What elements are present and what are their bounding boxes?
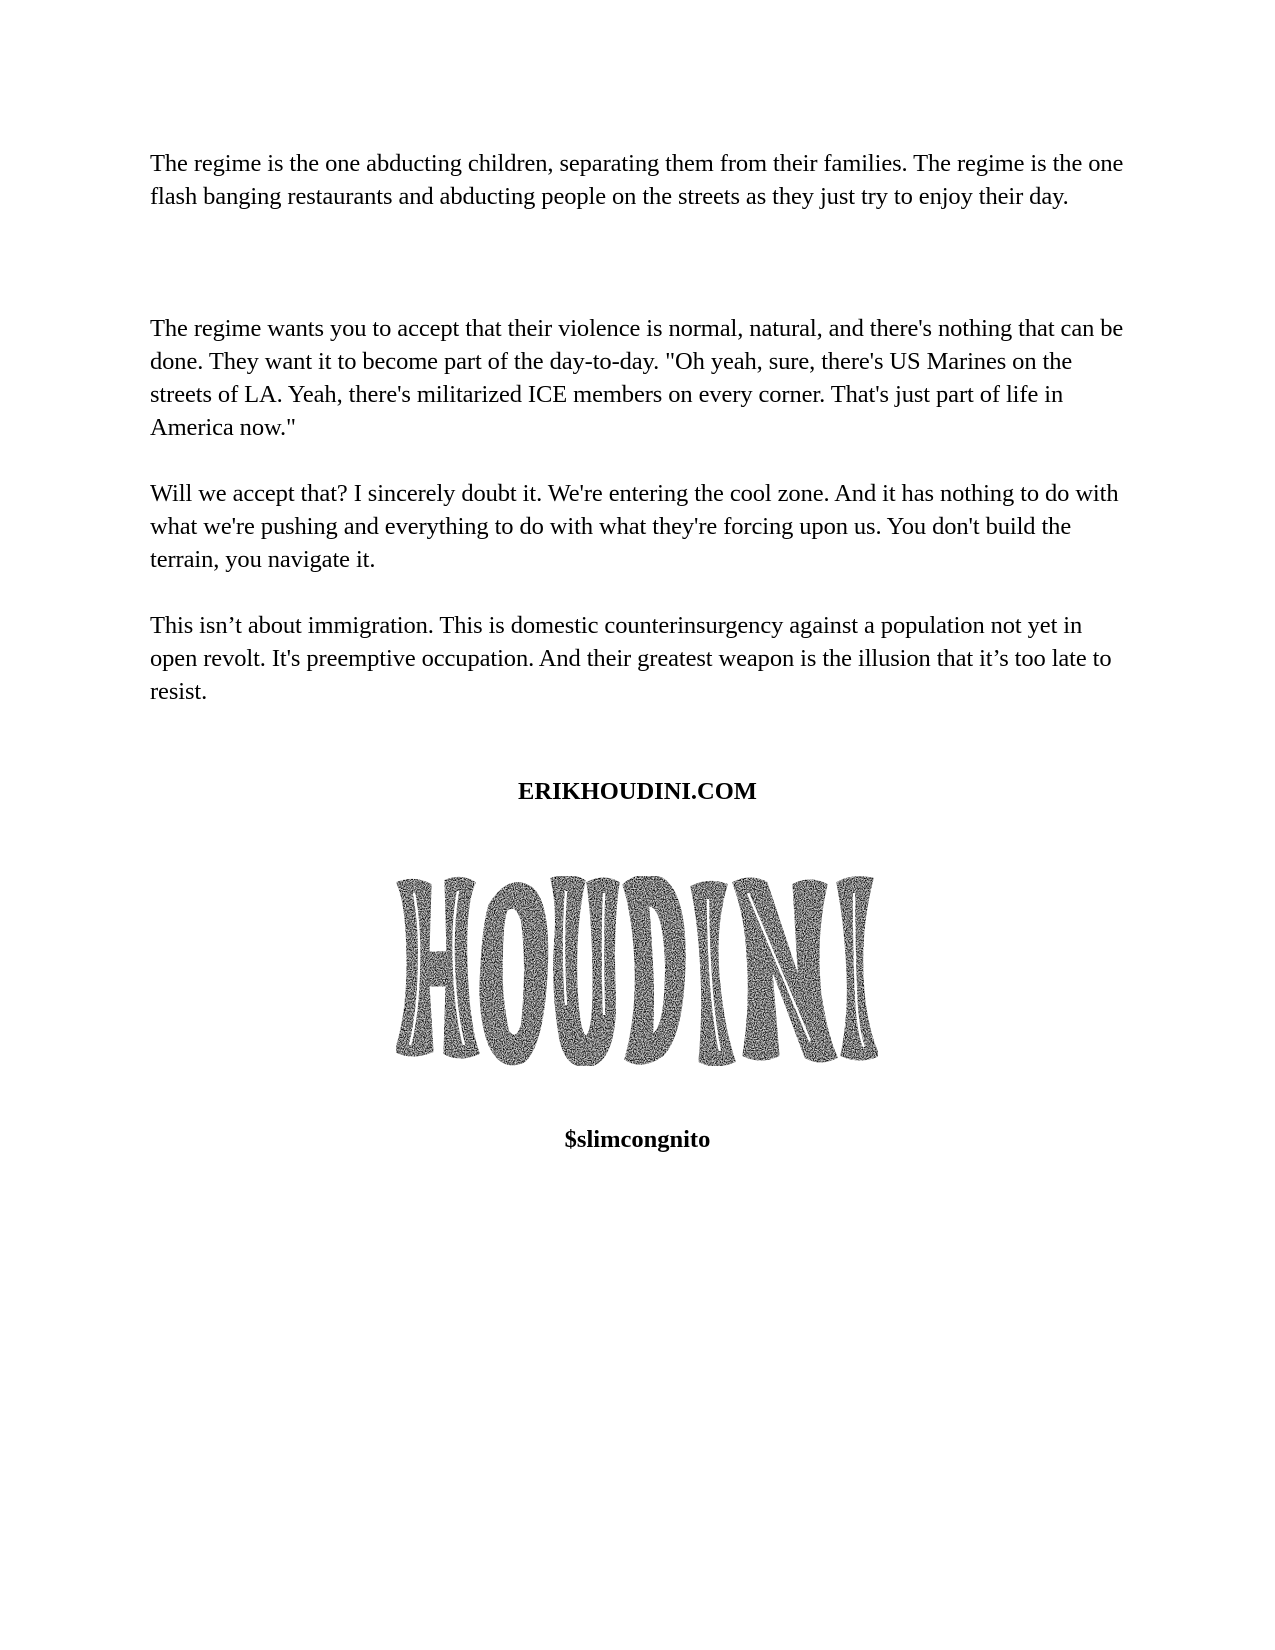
logo-letter-i2 bbox=[838, 878, 878, 1059]
houdini-logo bbox=[390, 865, 880, 1070]
author-handle: $slimcongnito bbox=[564, 1126, 711, 1153]
logo-letter-i1 bbox=[692, 882, 734, 1065]
paragraph: The regime is the one abducting children, separating them from their families. The regime is the one flash banging restaurants and abducting people on the streets as they just try to enjoy their day. bbox=[150, 150, 1124, 210]
website-link[interactable]: ERIKHOUDINI.COM bbox=[518, 778, 757, 805]
logo-letter-n bbox=[734, 879, 836, 1061]
logo-letter-h bbox=[396, 878, 478, 1057]
paragraph: Will we accept that? I sincerely doubt it. We're entering the cool zone. And it has nothing to do with what we're pushing and everything to do with what they're forcing upon us. You don't build the terrain, you navigate it. bbox=[150, 480, 1119, 573]
paragraph: The regime wants you to accept that their violence is normal, natural, and there's nothing that can be done. They want it to become part of the day-to-day. "Oh yeah, sure, there's US Marines on the streets of LA. Yeah, there's militarized ICE members on every corner. That's just part of life in America now." bbox=[150, 315, 1124, 441]
logo-letter-u bbox=[552, 876, 618, 1065]
paragraph: This isn’t about immigration. This is domestic counterinsurgency against a population not yet in open revolt. It's preemptive occupation. And their greatest weapon is the illusion that it’s too late to resist. bbox=[150, 612, 1112, 705]
